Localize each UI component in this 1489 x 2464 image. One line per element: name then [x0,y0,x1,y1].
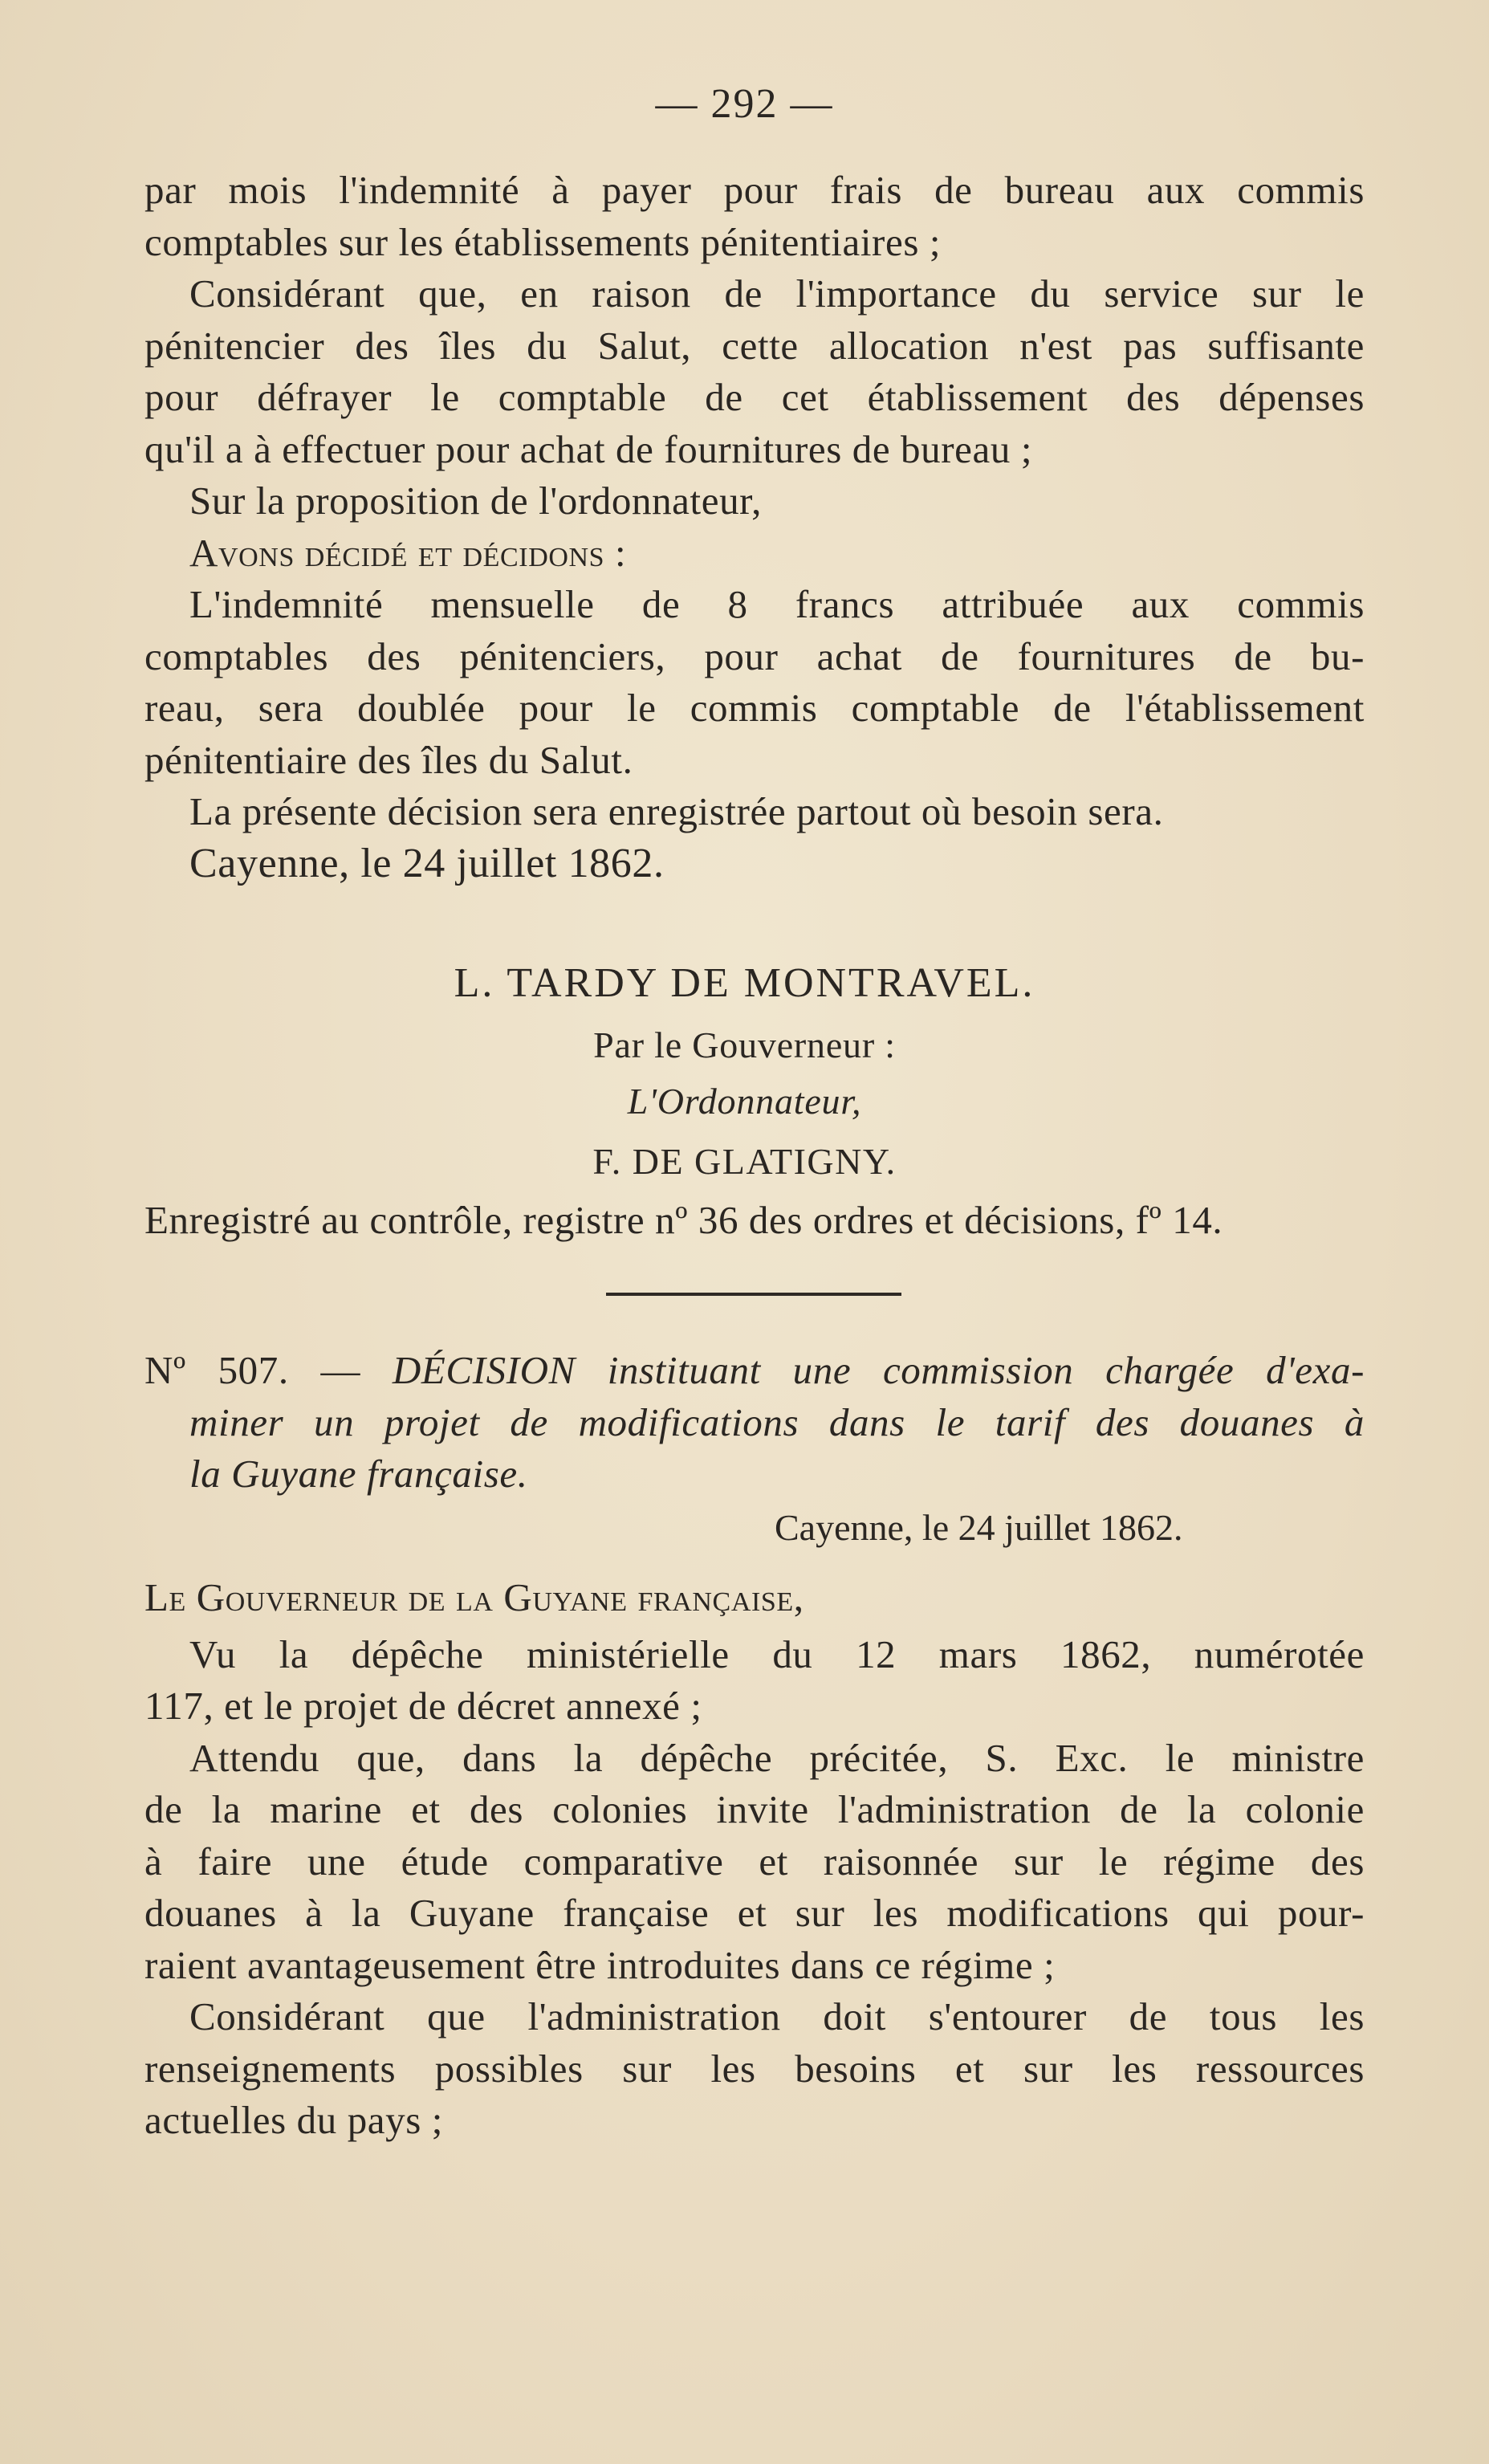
text-line: pour défrayer le comptable de cet établissement des dépenses [144,375,1365,419]
section-divider [606,1293,901,1296]
heading-line [144,1345,1365,1397]
text-line: actuelles du pays ; [144,2098,443,2142]
text-line: La présente décision sera enregistrée partout où besoin sera. [189,789,1164,833]
signature-role: L'Ordonnateur, [627,1081,862,1122]
text-line: 117, et le projet de décret annexé ; [144,1684,702,1728]
text-line: par mois l'indemnité à payer pour frais de bureau aux commis [144,168,1365,212]
text-line: Vu la dépêche ministérielle du 12 mars 1862, numérotée [189,1631,1365,1676]
page-number: — 292 — [655,81,834,127]
heading-line: miner un projet de modifications dans le tarif des douanes à [189,1399,1365,1444]
text-line: de la marine et des colonies invite l'administration de la colonie [144,1787,1365,1831]
text-line: comptables sur les établissements pénitentiaires ; [144,219,942,264]
text-line: à faire une étude comparative et raisonnée sur le régime des [144,1839,1365,1884]
text-line: Sur la proposition de l'ordonnateur, [189,479,762,523]
decision-number: Nº 507. — [144,1348,361,1392]
text-line: L'indemnité mensuelle de 8 francs attribuée aux commis [189,582,1365,626]
registration-block [144,1195,1365,1247]
text-line: comptables des pénitenciers, pour achat de fournitures de bu- [144,633,1365,678]
text-line: raient avantageusement être introduites dans ce régime ; [144,1942,1056,1987]
text-line: pénitentiaire des îles du Salut. [144,737,633,782]
text-line: qu'il a à effectuer pour achat de fournitures de bureau ; [144,426,1033,471]
text-line: renseignements possibles sur les besoins et sur les ressources [144,2046,1365,2091]
opening-line: Le Gouverneur de la Guyane française, [144,1575,804,1619]
decision-formula: Avons décidé et décidons : [189,530,627,575]
heading-title: DÉCISION instituant une commission chargée d'exa- [392,1348,1365,1392]
heading-line: la Guyane française. [189,1452,528,1496]
signer-name: F. DE GLATIGNY. [592,1141,897,1182]
registration-line: Enregistré au contrôle, registre nº 36 des ordres et décisions, fº 14. [144,1198,1223,1242]
text-line: pénitencier des îles du Salut, cette allocation n'est pas suffisante [144,323,1365,368]
decision-date: Cayenne, le 24 juillet 1862. [775,1507,1183,1548]
decision-body [144,1572,1365,2147]
text-line: Considérant que, en raison de l'importance du service sur le [189,271,1365,316]
governor-signature: L. TARDY DE MONTRAVEL. [454,960,1035,1006]
decision-continuation [144,165,1365,890]
text-line: reau, sera doublée pour le commis comptable de l'établissement [144,686,1365,730]
signature-by: Par le Gouverneur : [593,1024,896,1065]
decision-heading [144,1345,1365,1501]
text-line: Attendu que, dans la dépêche précitée, S. Exc. le ministre [189,1735,1365,1780]
text-line: douanes à la Guyane française et sur les modifications qui pour- [144,1891,1365,1935]
date-line: Cayenne, le 24 juillet 1862. [189,840,665,886]
text-line: Considérant que l'administration doit s'entourer de tous les [189,1994,1365,2038]
